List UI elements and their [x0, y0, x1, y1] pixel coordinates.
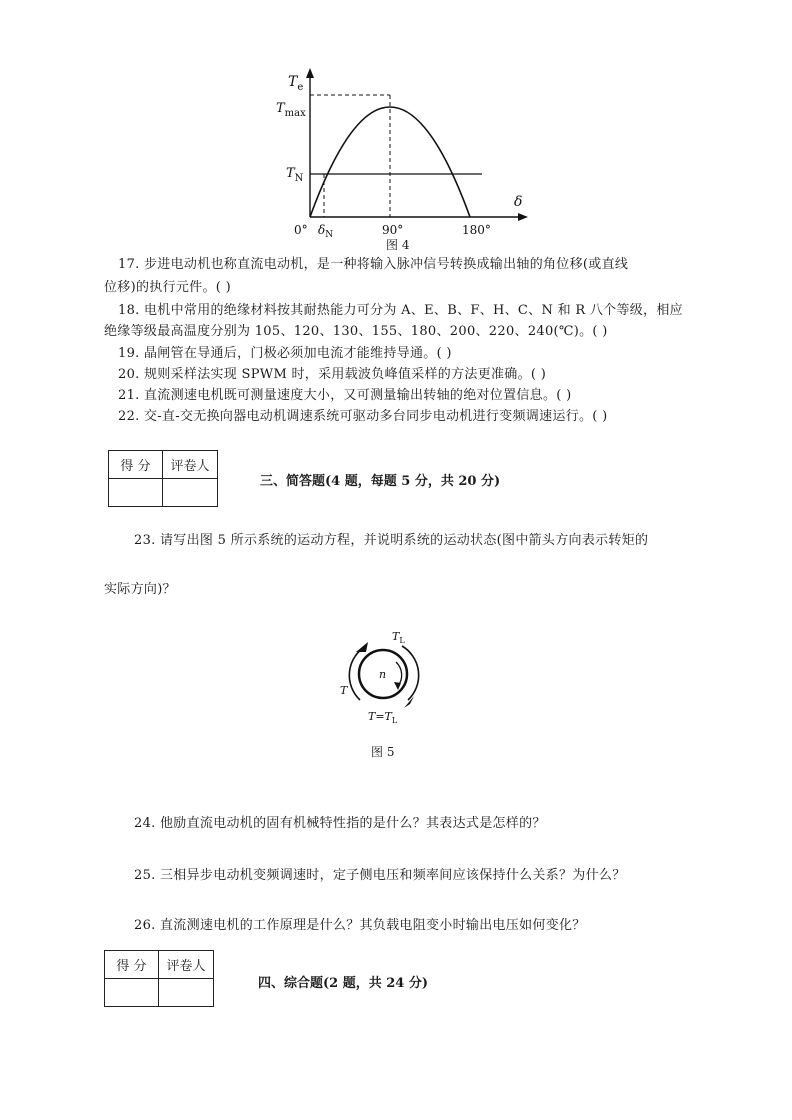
torque-t-arc: [349, 646, 366, 700]
question-24: 24. 他励直流电动机的固有机械特性指的是什么？其表达式是怎样的？: [134, 816, 546, 831]
figure-5-rotating-system: [330, 628, 450, 738]
x-axis-label: δ: [514, 194, 523, 210]
question-18-line-1: 18. 电机中常用的绝缘材料按其耐热能力可分为 A、E、B、F、H、C、N 和 R 八个等级，相应: [118, 303, 683, 318]
score-cell[interactable]: [109, 479, 163, 507]
figure-5-caption: 图 5: [371, 745, 395, 759]
reviewer-cell[interactable]: [159, 979, 214, 1007]
reviewer-cell[interactable]: [163, 479, 218, 507]
question-23-line-1: 23. 请写出图 5 所示系统的运动方程，并说明系统的运动状态(图中箭头方向表示转矩的: [134, 533, 649, 548]
question-17-line-1: 17. 步进电动机也称直流电动机，是一种将输入脉冲信号转换成输出轴的角位移(或直线: [118, 257, 629, 272]
torque-tl-arrowhead: [404, 696, 414, 708]
tmax-label: $T_{max}$: [276, 101, 306, 119]
x-axis-arrow: [518, 213, 528, 221]
score-label: 得 分: [105, 951, 159, 979]
y-axis-label: $T_e$: [288, 74, 304, 93]
speed-label: n: [379, 668, 387, 681]
question-21: 21. 直流测速电机既可测量速度大小，又可测量输出转轴的绝对位置信息。( ): [118, 388, 572, 403]
x-tick-ninety: 90°: [382, 223, 404, 237]
question-26: 26. 直流测速电机的工作原理是什么？其负载电阻变小时输出电压如何变化？: [134, 918, 586, 933]
torque-tl-arc: [402, 646, 419, 700]
question-25: 25. 三相异步电动机变频调速时，定子侧电压和频率间应该保持什么关系？为什么？: [134, 868, 626, 883]
x-tick-delta-n: $\delta_N$: [318, 223, 334, 240]
figure-4-caption: 图 4: [386, 238, 410, 252]
speed-arrow: [396, 662, 402, 686]
question-17-line-2: 位移)的执行元件。( ): [104, 280, 231, 295]
torque-t-arrowhead: [356, 642, 368, 652]
question-18-line-2: 绝缘等级最高温度分别为 105、120、130、155、180、200、220、240(℃)。( ): [104, 324, 608, 339]
section-4-title: 四、综合题(2 题，共 24 分): [258, 976, 429, 991]
speed-arrowhead: [394, 682, 401, 690]
question-23-line-2: 实际方向)？: [104, 582, 176, 597]
reviewer-label: 评卷人: [163, 451, 218, 479]
score-box-2: [104, 950, 214, 1007]
score-box-1: [108, 450, 218, 507]
score-cell[interactable]: [105, 979, 159, 1007]
torque-t-label: T: [340, 684, 348, 697]
question-22: 22. 交-直-交无换向器电动机调速系统可驱动多台同步电动机进行变频调速运行。( ): [118, 409, 608, 424]
reviewer-label: 评卷人: [159, 951, 214, 979]
y-axis-arrow: [306, 68, 314, 78]
tn-label: $T_N$: [286, 166, 304, 184]
figure-4-torque-angle-plot: [270, 62, 530, 242]
x-tick-one-eighty: 180°: [462, 223, 491, 237]
question-19: 19. 晶闸管在导通后，门极必须加电流才能维持导通。( ): [118, 346, 452, 361]
question-20: 20. 规则采样法实现 SPWM 时，采用载波负峰值采样的方法更准确。( ): [118, 367, 547, 382]
score-label: 得 分: [109, 451, 163, 479]
torque-tl-label: $T_L$: [392, 630, 405, 645]
section-3-title: 三、简答题(4 题，每题 5 分，共 20 分): [260, 474, 501, 489]
equation-label: $T=T_L$: [368, 710, 398, 725]
x-tick-zero: 0°: [294, 223, 308, 237]
